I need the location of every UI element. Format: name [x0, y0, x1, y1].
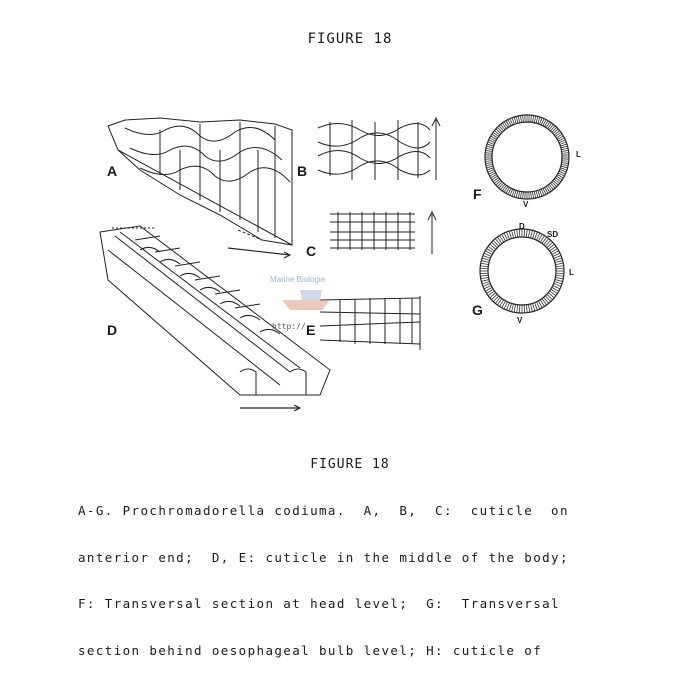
ring-hatch-mark: [523, 192, 524, 199]
ring-hatch-mark: [481, 277, 489, 278]
ring-hatch-mark: [532, 116, 533, 123]
ring-f-label-lateral: L: [576, 150, 581, 159]
ring-hatch-mark: [555, 263, 563, 264]
ring-hatch-mark: [480, 273, 488, 274]
ring-hatch-mark: [556, 266, 564, 267]
ring-hatch-mark: [550, 183, 555, 188]
ring-hatch-mark: [516, 191, 518, 198]
ring-hatch-mark: [561, 146, 568, 148]
ring-hatch-mark: [486, 146, 493, 148]
ring-hatch-mark: [497, 127, 502, 132]
panel-g-ring: [480, 229, 564, 313]
ring-hatch-mark: [553, 180, 558, 185]
ring-hatch-mark: [512, 304, 514, 312]
ring-hatch-mark: [561, 148, 568, 149]
ring-hatch-mark: [555, 261, 563, 263]
ring-hatch-mark: [536, 116, 538, 123]
ring-hatch-mark: [482, 258, 490, 260]
ring-hatch-mark: [518, 116, 519, 123]
ring-hatch-mark: [516, 116, 518, 123]
ring-hatch-mark: [556, 273, 564, 274]
ring-hatch-mark: [531, 192, 532, 199]
ring-hatch-mark: [514, 190, 516, 197]
ring-hatch-mark: [520, 192, 521, 199]
figure-caption: [78, 472, 618, 674]
ring-hatch-mark: [555, 279, 563, 281]
ring-hatch-mark: [486, 164, 493, 165]
ring-hatch-mark: [499, 183, 504, 188]
ring-hatch-mark: [514, 230, 515, 238]
panel-label-e: E: [306, 322, 315, 338]
ring-hatch-mark: [486, 148, 493, 149]
ring-hatch-mark: [528, 230, 529, 238]
ring-hatch-mark: [555, 277, 563, 278]
ring-hatch-mark: [482, 282, 490, 284]
ring-hatch-mark: [560, 168, 567, 170]
panel-b-drawing: [318, 118, 440, 180]
ring-hatch-mark: [533, 231, 535, 239]
ring-hatch-mark: [517, 305, 518, 313]
ring-hatch-mark: [530, 304, 532, 312]
ring-hatch-mark: [531, 115, 532, 122]
panel-label-d: D: [107, 322, 117, 338]
ring-hatch-mark: [528, 304, 529, 312]
ring-hatch-mark: [562, 150, 569, 151]
ring-hatch-mark: [561, 164, 568, 165]
ring-hatch-mark: [554, 258, 562, 260]
panel-label-b: B: [297, 163, 307, 179]
ring-hatch-mark: [532, 192, 533, 199]
ring-hatch-mark: [512, 230, 514, 238]
caption-title: FIGURE 18: [0, 457, 700, 472]
ring-hatch-mark: [517, 229, 518, 237]
panel-label-a: A: [107, 163, 117, 179]
ring-hatch-mark: [556, 275, 564, 276]
ring-hatch-mark: [552, 127, 557, 132]
ring-hatch-mark: [536, 191, 538, 198]
ring-g-label-dorsal: D: [519, 222, 525, 231]
ring-hatch-mark: [481, 263, 489, 264]
ring-hatch-mark: [538, 117, 540, 124]
figure-top-title: FIGURE 18: [0, 31, 700, 47]
ring-hatch-mark: [560, 144, 567, 146]
ring-hatch-mark: [523, 115, 524, 122]
caption-line: anterior end; D, E: cuticle in the middle of the body;: [78, 550, 618, 566]
ring-hatch-mark: [509, 303, 511, 311]
ring-hatch-mark: [562, 162, 569, 163]
ring-hatch-mark: [561, 166, 568, 168]
ring-hatch-mark: [518, 191, 519, 198]
ring-hatch-mark: [530, 230, 532, 238]
ring-hatch-mark: [538, 190, 540, 197]
ring-hatch-mark: [514, 117, 516, 124]
ring-hatch-mark: [480, 275, 488, 276]
ring-hatch-mark: [526, 305, 527, 313]
panel-e-drawing: [320, 296, 420, 350]
ring-hatch-mark: [526, 229, 527, 237]
ring-f-label-ventral: V: [523, 200, 528, 209]
ring-hatch-mark: [509, 231, 511, 239]
ring-hatch-mark: [487, 144, 494, 146]
ring-g-label-ventral: V: [517, 316, 522, 325]
ring-hatch-mark: [497, 182, 502, 187]
ring-hatch-mark: [550, 126, 555, 131]
ring-hatch-mark: [499, 126, 504, 131]
ring-g-label-lateral: L: [569, 268, 574, 277]
ring-hatch-mark: [486, 150, 493, 151]
ring-hatch-mark: [520, 116, 521, 123]
ring-hatch-mark: [496, 129, 501, 134]
panel-d-drawing: [100, 226, 330, 411]
ring-hatch-mark: [481, 261, 489, 263]
ring-hatch-mark: [481, 279, 489, 281]
ring-hatch-mark: [487, 168, 494, 170]
panel-label-c: C: [306, 243, 316, 259]
panel-label-g: G: [472, 302, 483, 318]
caption-line: F: Transversal section at head level; G: Transversal: [78, 596, 618, 612]
watermark-logo: [282, 290, 330, 310]
caption-line: section behind oesophageal bulb level; H: cuticle of: [78, 643, 618, 659]
panel-a-drawing: [108, 118, 292, 258]
ring-hatch-mark: [486, 166, 493, 168]
ring-hatch-mark: [553, 129, 558, 134]
ring-hatch-mark: [524, 305, 525, 313]
ring-hatch-mark: [485, 153, 492, 154]
ring-hatch-mark: [534, 116, 535, 123]
ring-hatch-mark: [534, 191, 535, 198]
ring-hatch-mark: [554, 282, 562, 284]
ring-hatch-mark: [485, 161, 492, 162]
ring-hatch-mark: [533, 303, 535, 311]
caption-line: A-G. Prochromadorella codiuma. A, B, C: cuticle on: [78, 503, 618, 519]
panel-c-drawing: [330, 212, 436, 254]
ring-hatch-mark: [514, 304, 515, 312]
ring-hatch-mark: [556, 268, 564, 269]
ring-hatch-mark: [480, 268, 488, 269]
ring-hatch-mark: [519, 305, 520, 313]
watermark-url: http://: [272, 322, 306, 331]
watermark-text: Marine Biologie: [270, 275, 325, 284]
ring-hatch-mark: [496, 180, 501, 185]
ring-hatch-mark: [562, 153, 569, 154]
panel-label-f: F: [473, 186, 482, 202]
ring-hatch-mark: [552, 182, 557, 187]
ring-g-label-sublateral: SD: [547, 230, 558, 239]
ring-hatch-mark: [486, 162, 493, 163]
ring-hatch-mark: [562, 161, 569, 162]
ring-hatch-mark: [480, 266, 488, 267]
